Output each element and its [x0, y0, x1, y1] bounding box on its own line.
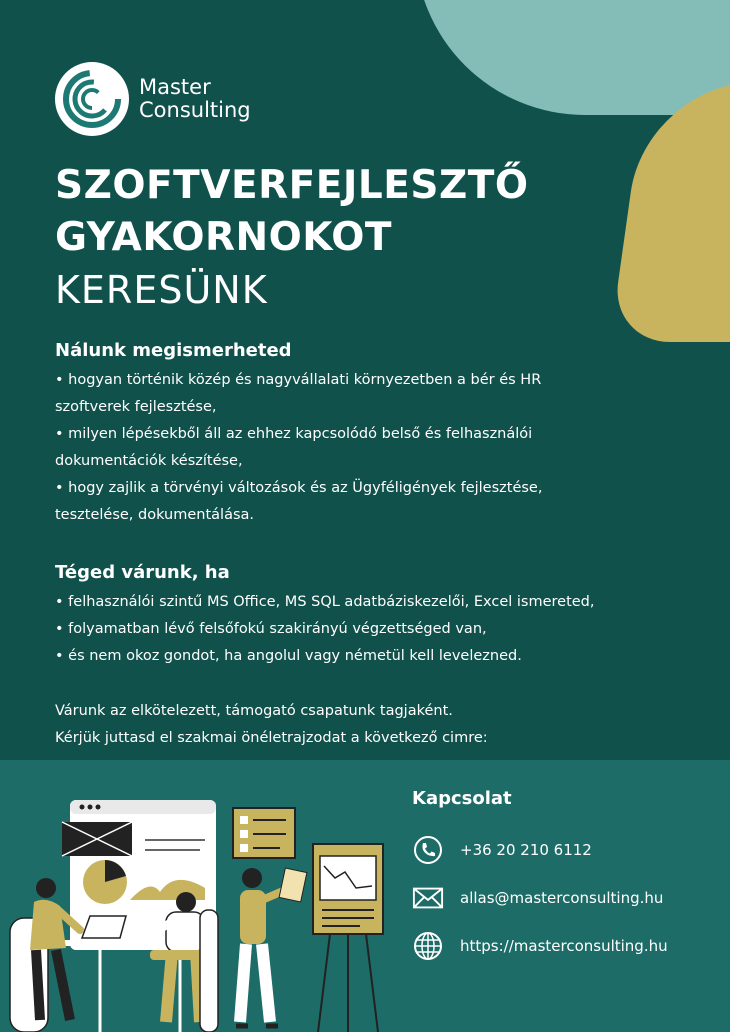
brand-logo: [55, 62, 251, 136]
phone-icon: [412, 834, 444, 866]
closing-line2: Kérjük juttasd el szakmai önéletrajzodat a következő cimre:: [55, 730, 488, 746]
section-requirements: [55, 562, 715, 670]
contact-heading: Kapcsolat: [412, 788, 512, 809]
swirl-logo-icon: [55, 62, 129, 136]
section-learn-line: tesztelése, dokumentálása.: [55, 507, 255, 523]
section-requirements-heading: Téged várunk, ha: [55, 562, 230, 583]
contact-email-row[interactable]: [412, 874, 668, 922]
envelope-icon: [412, 882, 444, 914]
brand-name: [139, 76, 251, 122]
contact-website[interactable]: https://masterconsulting.hu: [460, 937, 668, 955]
section-learn-line: • hogy zajlik a törvényi változások és az Ügyféligények fejlesztése,: [55, 480, 543, 496]
gold-side-shape: [610, 82, 730, 342]
section-requirements-line: • és nem okoz gondot, ha angolul vagy németül kell levelezned.: [55, 648, 522, 664]
section-learn-line: szoftverek fejlesztése,: [55, 399, 217, 415]
headline: [55, 160, 529, 316]
headline-line2: GYAKORNOKOT: [55, 215, 393, 260]
closing-text: [55, 698, 488, 752]
brand-name-line1: Master: [139, 75, 211, 99]
teal-corner-shape: [415, 0, 730, 115]
headline-line1: SZOFTVERFEJLESZTŐ: [55, 163, 529, 208]
headline-line3: KERESÜNK: [55, 268, 268, 312]
contact-website-row[interactable]: [412, 922, 668, 970]
office-team-illustration: [0, 760, 400, 1032]
contact-phone-row[interactable]: [412, 826, 668, 874]
section-learn-line: • milyen lépésekből áll az ehhez kapcsolódó belső és felhasználói: [55, 426, 533, 442]
section-requirements-line: • felhasználói szintű MS Office, MS SQL adatbáziskezelői, Excel ismereted,: [55, 594, 595, 610]
contact-block: [412, 788, 668, 970]
section-learn: [55, 340, 715, 529]
contact-phone[interactable]: +36 20 210 6112: [460, 841, 592, 859]
brand-name-line2: Consulting: [139, 98, 251, 122]
section-learn-line: dokumentációk készítése,: [55, 453, 243, 469]
section-requirements-line: • folyamatban lévő felsőfokú szakirányú végzettséged van,: [55, 621, 487, 637]
globe-icon: [412, 930, 444, 962]
contact-email[interactable]: allas@masterconsulting.hu: [460, 889, 664, 907]
section-learn-heading: Nálunk megismerheted: [55, 340, 292, 361]
section-learn-line: • hogyan történik közép és nagyvállalati környezetben a bér és HR: [55, 372, 542, 388]
closing-line1: Várunk az elkötelezett, támogató csapatunk tagjaként.: [55, 703, 453, 719]
